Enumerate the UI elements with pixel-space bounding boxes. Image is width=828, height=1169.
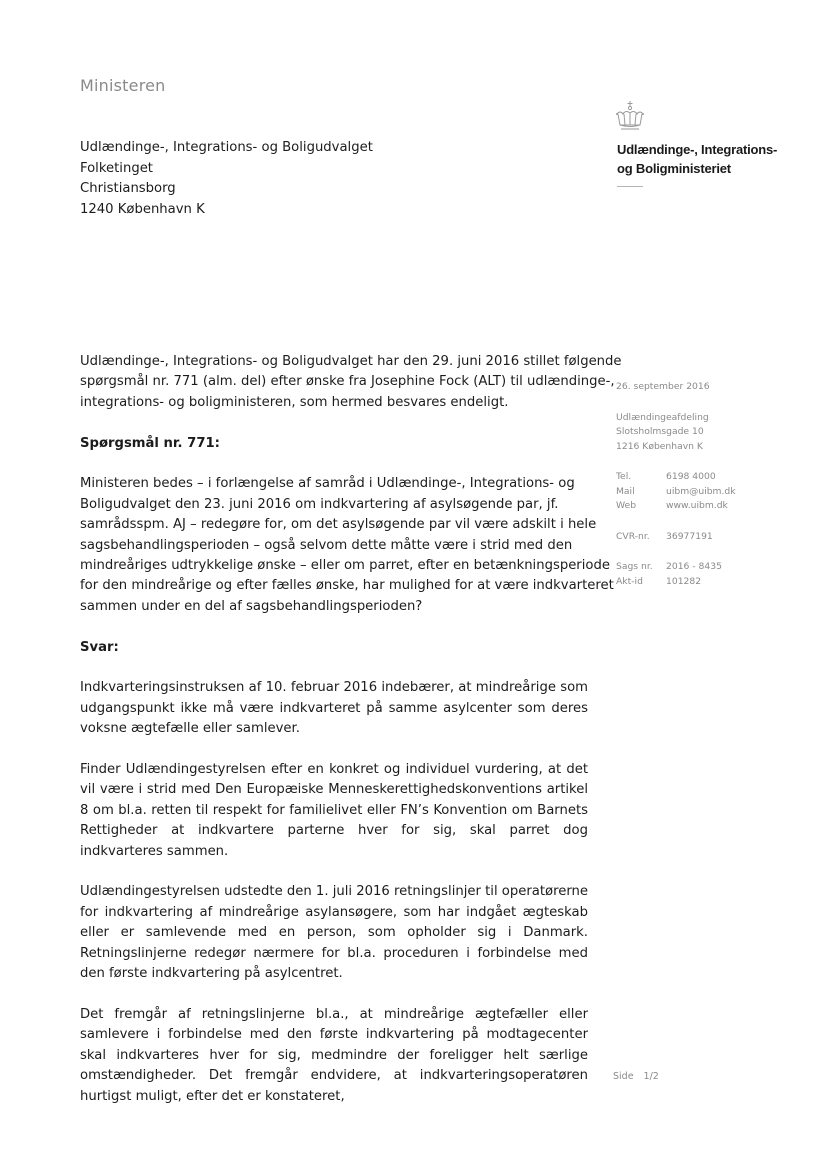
department-address (616, 411, 796, 455)
answer-paragraph: Finder Udlændingestyrelsen efter en konkret og individuel vurdering, at det vil være i strid med Den Europæiske Menneskerettighedskonventions artikel 8 om bl.a. retten til respekt for familielivet eller FN’s Konvention om Barnets Rettigheder at indkvartere parterne hver for sig, skal parret dog indkvarteres sammen. (80, 762, 588, 859)
cvr-row (616, 530, 796, 545)
case-details (616, 560, 796, 589)
contact-label: Mail (616, 485, 635, 497)
answer-heading: Svar: (80, 639, 119, 655)
divider (617, 186, 643, 187)
cvr-value: 36977191 (666, 530, 713, 542)
text-line: samrådsspm. AJ – redegøre for, om det asylsøgende par vil være adskilt i hele (80, 517, 597, 533)
ministry-name (617, 140, 777, 178)
answer-paragraph: Udlændingestyrelsen udstedte den 1. juli 2016 retningslinjer til operatørerne for indkvartering af mindreårige asylansøgere, som har indgået ægteskab eller er samlevende med en person, som opholder sig i Danmark. Retningslinjerne redegør nærmere for bl.a. proceduren i forbindelse med den første indkvartering på asylcentret. (80, 884, 589, 982)
text-line: Udlændinge-, Integrations- og Boligudvalget har den 29. juni 2016 stillet følgende (80, 354, 622, 369)
ministry-name-line: Udlændinge-, Integrations- (617, 142, 778, 157)
cvr-details (616, 530, 796, 545)
case-row-akt-id (616, 575, 796, 590)
recipient-address (80, 138, 373, 220)
contact-row-phone (616, 470, 796, 485)
contact-details (616, 470, 796, 514)
page-count: 1/2 (643, 1071, 659, 1082)
text-line: Ministeren bedes – i forlængelse af samråd i Udlændinge-, Integrations- og (80, 476, 575, 492)
case-label: Akt-id (616, 575, 643, 587)
ministry-name-line: og Boligministeriet (617, 161, 731, 176)
case-value: 101282 (666, 575, 702, 587)
letter-date: 26. september 2016 (616, 381, 710, 392)
answer-paragraph: Det fremgår af retningslinjerne bl.a., at mindreårige ægtefæller eller samlevere i forbindelse med den første indkvartering på modtagecenter skal indkvarteres hver for sig, medmindre der foreligger helt særlige omstændigheder. Det fremgår endvidere, at indkvarteringsoperatøren hurtigst muligt, efter det er konstateret, (80, 1006, 588, 1104)
answer-paragraph: Indkvarteringsinstruksen af 10. februar 2016 indebærer, at mindreårige som udgangspunkt ikke må være indkvarteret på samme asylcenter som deres voksne ægtefælle eller samlever. (80, 680, 588, 737)
royal-crown-icon (612, 100, 648, 134)
question-heading: Spørgsmål nr. 771: (80, 435, 220, 451)
page-number (613, 1071, 659, 1082)
page-label: Side (613, 1071, 634, 1082)
text-line: sagsbehandlingsperioden – også selvom dette måtte være i strid med den (80, 537, 573, 553)
letter-body (80, 352, 622, 1127)
text-line: for den mindreårige og efter fælles ønske, har mulighed for at være indkvarteret (80, 578, 614, 594)
case-label: Sags nr. (616, 561, 653, 572)
contact-value: uibm@uibm.dk (666, 485, 736, 497)
contact-value: 6198 4000 (666, 471, 716, 482)
question-paragraph (80, 474, 614, 617)
text-line: sammen under en del af sagsbehandlingsperioden? (80, 598, 423, 614)
contact-row-mail (616, 485, 796, 500)
text-line: integrations- og boligministeren, som hermed besvares endeligt. (80, 394, 509, 410)
address-line: Udlændingeafdeling (616, 411, 709, 423)
text-line: spørgsmål nr. 771 (alm. del) efter ønske fra Josephine Fock (ALT) til udlændinge-, (80, 374, 615, 390)
contact-row-web (616, 499, 796, 514)
sidebar-details (616, 380, 796, 605)
recipient-line: Folketinget (80, 160, 153, 176)
text-line: Boligudvalget den 23. juni 2016 om indkvartering af asylsøgende par, jf. (80, 496, 559, 512)
address-line: Slotsholmsgade 10 (616, 426, 704, 437)
intro-paragraph (80, 352, 622, 413)
contact-value: www.uibm.dk (666, 500, 728, 511)
contact-label: Web (616, 500, 637, 511)
address-line: 1216 København K (616, 440, 703, 452)
recipient-line: Udlændinge-, Integrations- og Boligudvalget (80, 140, 373, 155)
case-row-number (616, 560, 796, 575)
case-value: 2016 - 8435 (666, 561, 722, 572)
cvr-label: CVR-nr. (616, 530, 650, 542)
contact-label: Tel. (616, 471, 632, 482)
recipient-line: 1240 København K (80, 201, 205, 217)
recipient-line: Christiansborg (80, 181, 176, 196)
sender-title: Ministeren (80, 76, 166, 95)
text-line: mindreåriges udtrykkelige ønske – eller om parret, efter en betænkningsperiode (80, 558, 610, 574)
